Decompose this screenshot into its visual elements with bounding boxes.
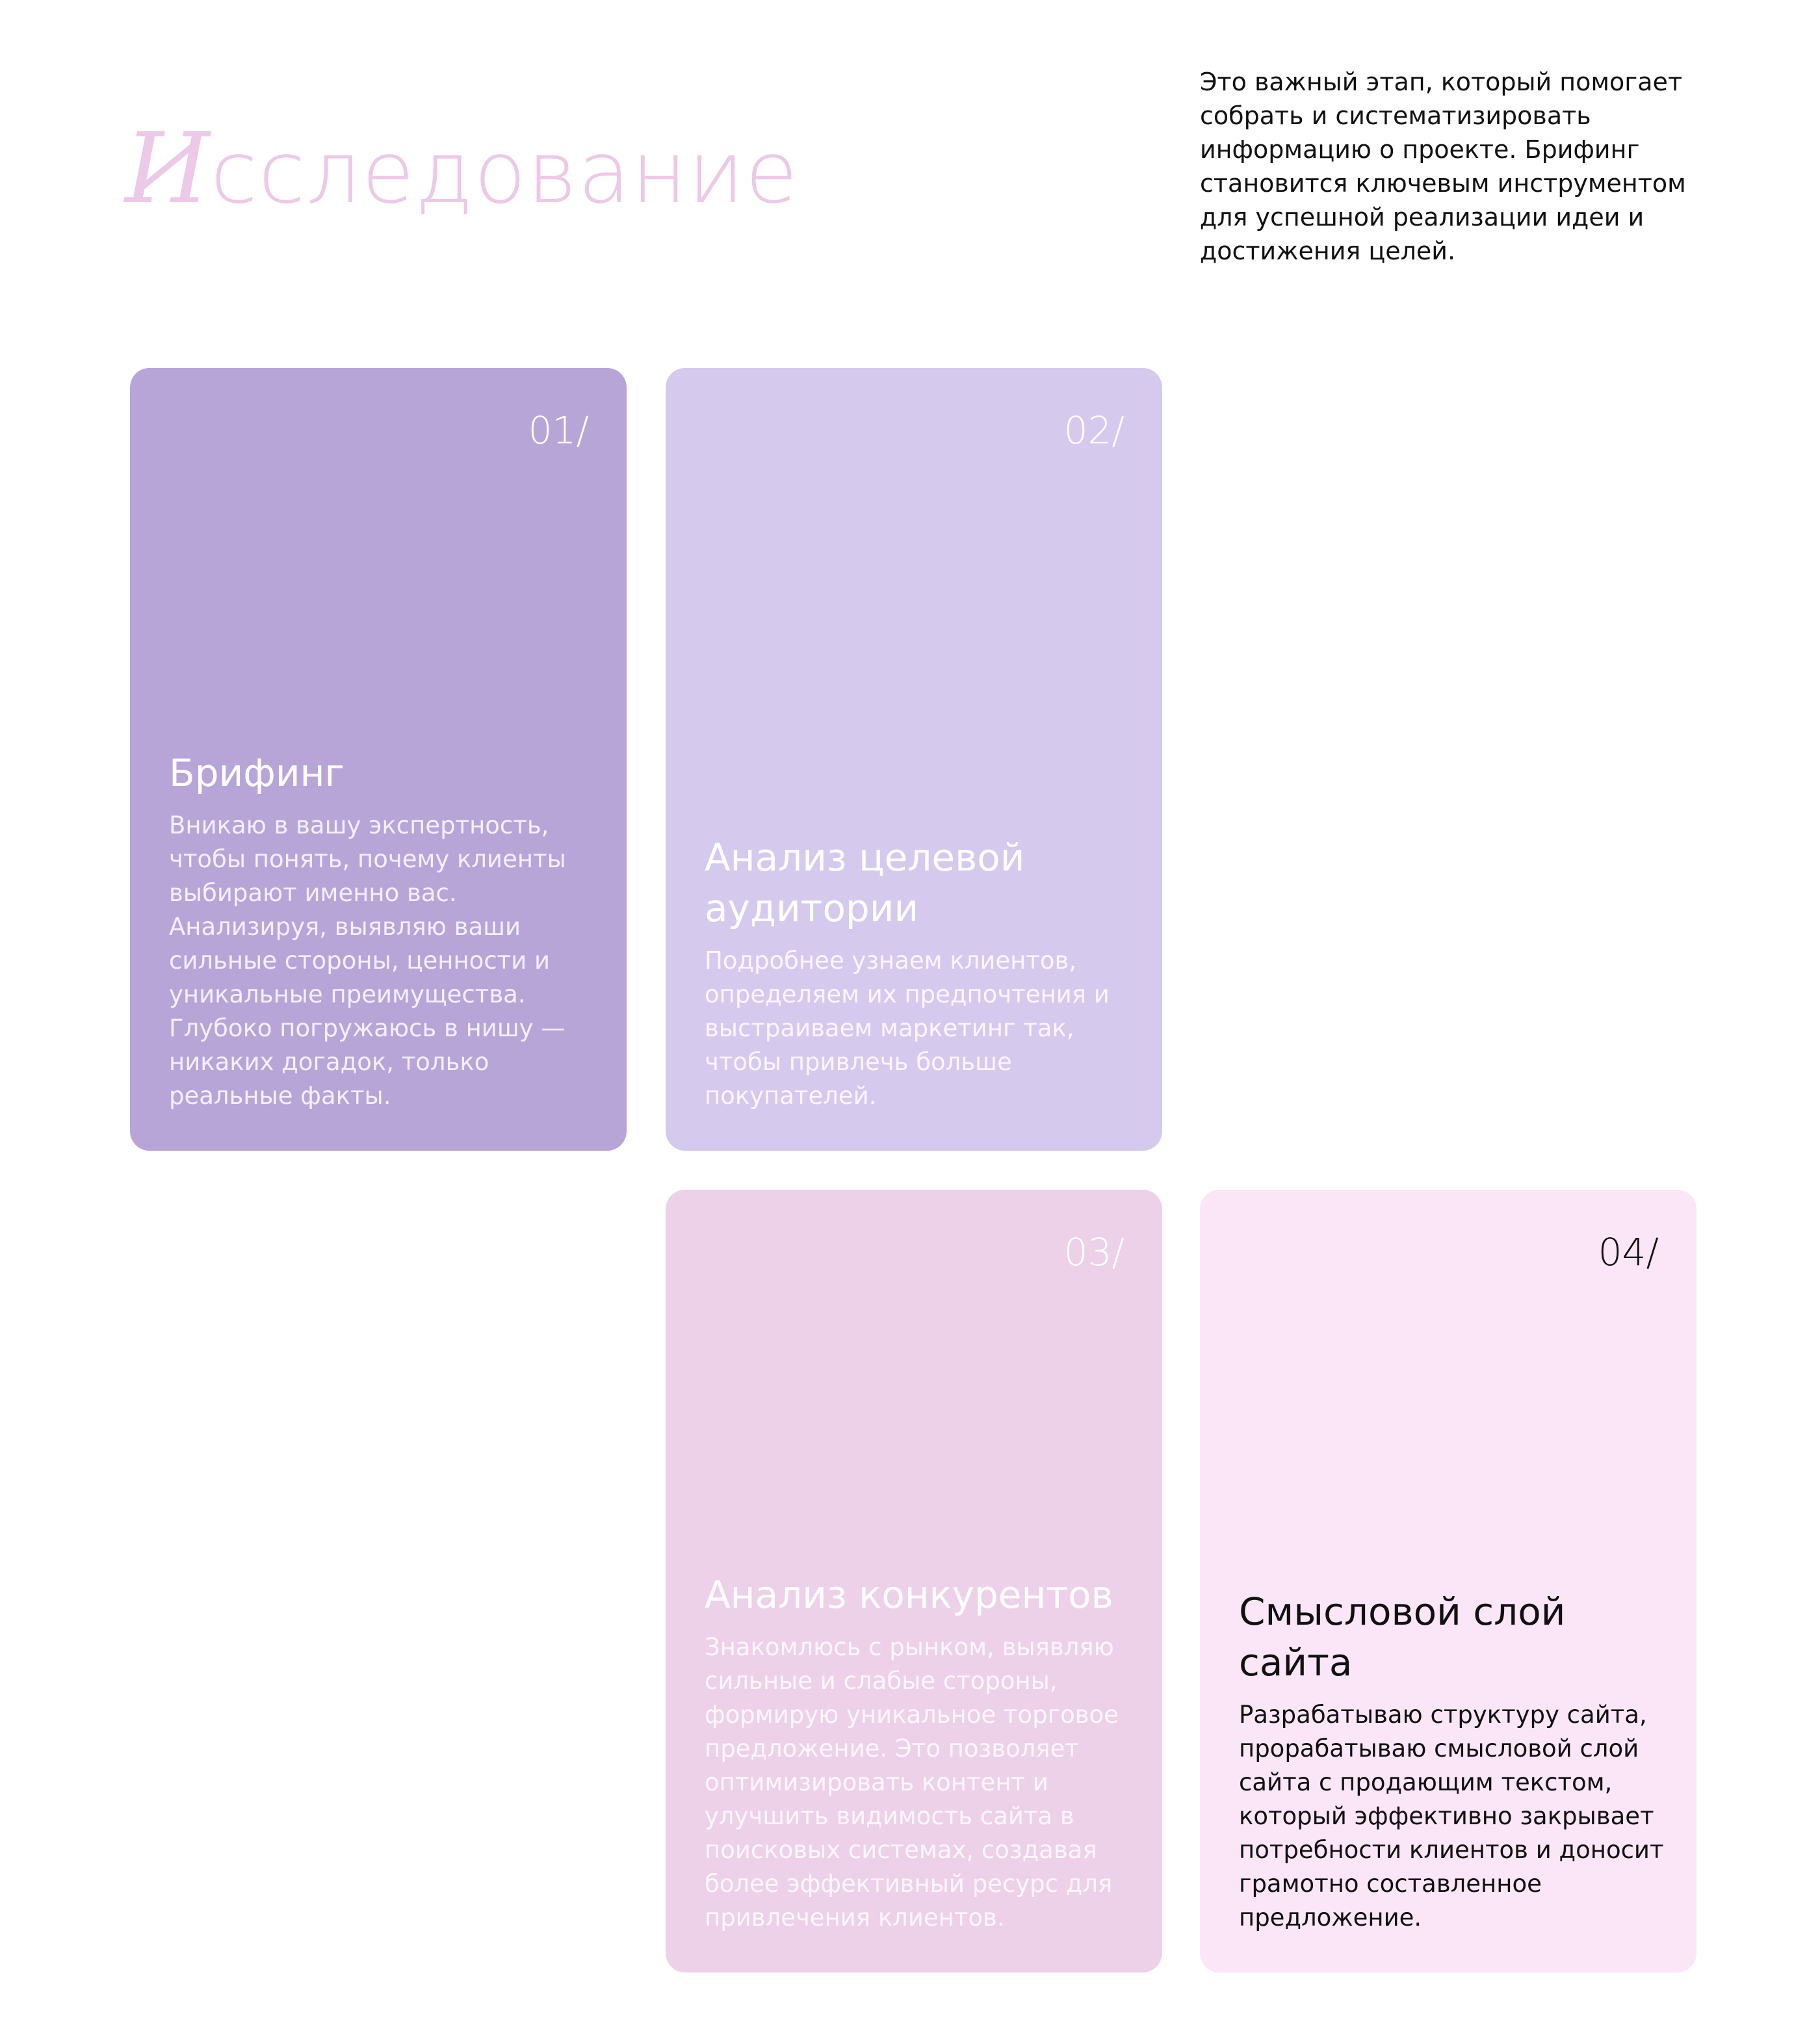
- research-card-semantic-layer: [1200, 1190, 1696, 1972]
- card-title: Анализ целевой аудитории: [705, 835, 1025, 930]
- card-body: [169, 748, 598, 1113]
- card-title: Анализ конкурентов: [705, 1573, 1113, 1617]
- card-body: [705, 832, 1134, 1113]
- card-body: [1239, 1586, 1668, 1935]
- research-card-competitor-analysis: [666, 1190, 1162, 1972]
- card-description: Вникаю в вашу экспертность, чтобы понять, почему клиенты выбирают именно вас. Анализируя, выявляю ваши сильные стороны, ценности и уникальные преимущества. Глубоко погружаюсь в нишу — никаких догадок, только реальные факты.: [169, 811, 566, 1110]
- card-body: [705, 1569, 1134, 1935]
- page-title: [125, 112, 799, 226]
- research-card-audience-analysis: [666, 368, 1162, 1151]
- card-number: 02/: [1063, 408, 1124, 452]
- card-title: Брифинг: [169, 751, 344, 795]
- card-description: Знакомлюсь с рынком, выявляю сильные и слабые стороны, формирую уникальное торговое предложение. Это позволяет оптимизировать контент и улучшить видимость сайта в поисковых системах, создавая более эффективный ресурс для привлечения клиентов.: [705, 1633, 1119, 1932]
- card-number: 03/: [1063, 1230, 1124, 1274]
- page-title-initial: И: [125, 112, 211, 226]
- page-title-rest: сследование: [210, 123, 799, 224]
- card-number: 01/: [528, 408, 589, 452]
- card-description: Подробнее узнаем клиентов, определяем их предпочтения и выстраиваем маркетинг так, чтобы привлечь больше покупателей.: [705, 947, 1110, 1110]
- card-number: 04/: [1598, 1230, 1659, 1274]
- card-title: Смысловой слой сайта: [1239, 1590, 1566, 1684]
- intro-text: Это важный этап, который помогает собрать и систематизировать информацию о проекте. Брифинг становится ключевым инструментом для успешной реализации идеи и достижения целей.: [1200, 68, 1686, 265]
- card-description: Разрабатываю структуру сайта, прорабатываю смысловой слой сайта с продающим текстом, который эффективно закрывает потребности клиентов и доносит грамотно составленное предложение.: [1239, 1701, 1664, 1932]
- research-card-briefing: [130, 368, 627, 1151]
